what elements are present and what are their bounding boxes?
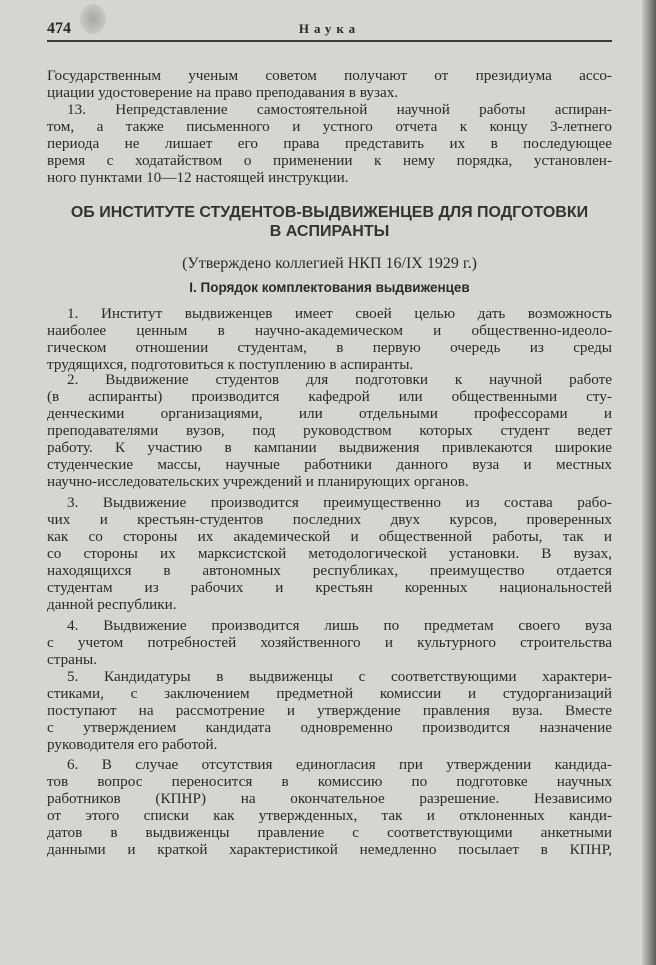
text-line: работу. К участию в кампании выдвижения привлекаются широкие <box>47 439 612 456</box>
text-line: 6. В случае отсутствия единогласия при утверждении кандида- <box>67 756 612 773</box>
text-line: страны. <box>47 651 98 668</box>
text-line: 4. Выдвижение производится лишь по предметам своего вуза <box>67 617 612 634</box>
paragraph-item-2 <box>47 371 612 490</box>
text-line: студентам из рабочих и крестьян коренных национальностей <box>47 579 612 596</box>
text-line: руководителя его работой. <box>47 736 218 753</box>
text-line: тов вопрос переносится в комиссию по подготовке научных <box>47 773 612 790</box>
text-line: находящихся в автономных республиках, преимущество отдается <box>47 562 612 579</box>
text-line: время с ходатайством о применении к нему порядка, установлен- <box>47 152 612 169</box>
book-binding-edge <box>642 0 656 965</box>
document-title <box>47 203 612 241</box>
running-title: Наука <box>298 21 361 36</box>
text-line: работников (КПНР) на окончательное разрешение. Независимо <box>47 790 612 807</box>
text-line: гическом отношении студентам, в первую очередь из среды <box>47 339 612 356</box>
text-line: денческими организациями, или отдельными профессорами и <box>47 405 612 422</box>
text-line: наиболее ценным в научно-академическом и общественно-идеоло- <box>47 322 612 339</box>
text-line: 5. Кандидатуры в выдвиженцы с соответствующими характери- <box>67 668 612 685</box>
page-number: 474 <box>47 20 71 37</box>
text-line: данной республики. <box>47 596 177 613</box>
section-heading: I. Порядок комплектования выдвиженцев <box>189 280 470 295</box>
text-line: циации удостоверение на право преподавания в вузах. <box>47 84 399 101</box>
text-line: периода не лишает его права представить их в последующее <box>47 135 612 152</box>
paragraph-item-5 <box>47 668 612 753</box>
paragraph-item-4 <box>47 617 612 668</box>
paragraph-item-1 <box>47 305 612 373</box>
text-line: от этого списки как утвержденных, так и отклоненных канди- <box>47 807 612 824</box>
text-line: 3. Выдвижение производится преимущественно из состава рабо- <box>67 494 612 511</box>
text-line: стиками, с заключением предметной комиссии и студорганизаций <box>47 685 612 702</box>
text-line: со стороны их марксистской методологической установки. В вузах, <box>47 545 612 562</box>
page-header <box>47 18 612 42</box>
text-line: 1. Институт выдвиженцев имеет своей целью дать возможность <box>67 305 612 322</box>
text-line: преподавателями вузов, под руководством которых студент ведет <box>47 422 612 439</box>
text-line: научно-исследовательских учреждений и планирующих органов. <box>47 473 469 490</box>
text-line: трудящихся, подготовиться к поступлению в аспиранты. <box>47 356 414 373</box>
approval-note: (Утверждено коллегией НКП 16/IX 1929 г.) <box>182 255 477 272</box>
text-line: (в аспиранты) производится кафедрой или общественными сту- <box>47 388 612 405</box>
text-line: с учетом потребностей хозяйственного и культурного строительства <box>47 634 612 651</box>
text-line: Государственным ученым советом получают от президиума ассо- <box>47 67 612 84</box>
text-line: с утверждением кандидата одновременно производится назначение <box>47 719 612 736</box>
text-line: как со стороны их академической и общественной работы, так и <box>47 528 612 545</box>
paragraph-intro <box>47 67 612 186</box>
text-line: 13. Непредставление самостоятельной научной работы аспиран- <box>67 101 612 118</box>
text-line: поступают на рассмотрение и утверждение правления вуза. Вместе <box>47 702 612 719</box>
title-line-2: В АСПИРАНТЫ <box>269 223 390 240</box>
paragraph-item-6 <box>47 756 612 858</box>
text-line: данными и краткой характеристикой немедленно посылает в КПНР, <box>47 841 612 858</box>
text-line: студенческие массы, научные работники данного вуза и местных <box>47 456 612 473</box>
text-line: чих и крестьян-студентов последних двух курсов, проверенных <box>47 511 612 528</box>
text-line: датов в выдвиженцы правление с соответствующими анкетными <box>47 824 612 841</box>
title-line-1: ОБ ИНСТИТУТЕ СТУДЕНТОВ-ВЫДВИЖЕНЦЕВ ДЛЯ ПОДГОТОВКИ <box>70 204 589 221</box>
text-line: 2. Выдвижение студентов для подготовки к научной работе <box>67 371 612 388</box>
paragraph-item-3 <box>47 494 612 613</box>
text-line: ного пунктами 10—12 настоящей инструкции. <box>47 169 349 186</box>
text-line: том, а также письменного и устного отчета к концу 3-летнего <box>47 118 612 135</box>
